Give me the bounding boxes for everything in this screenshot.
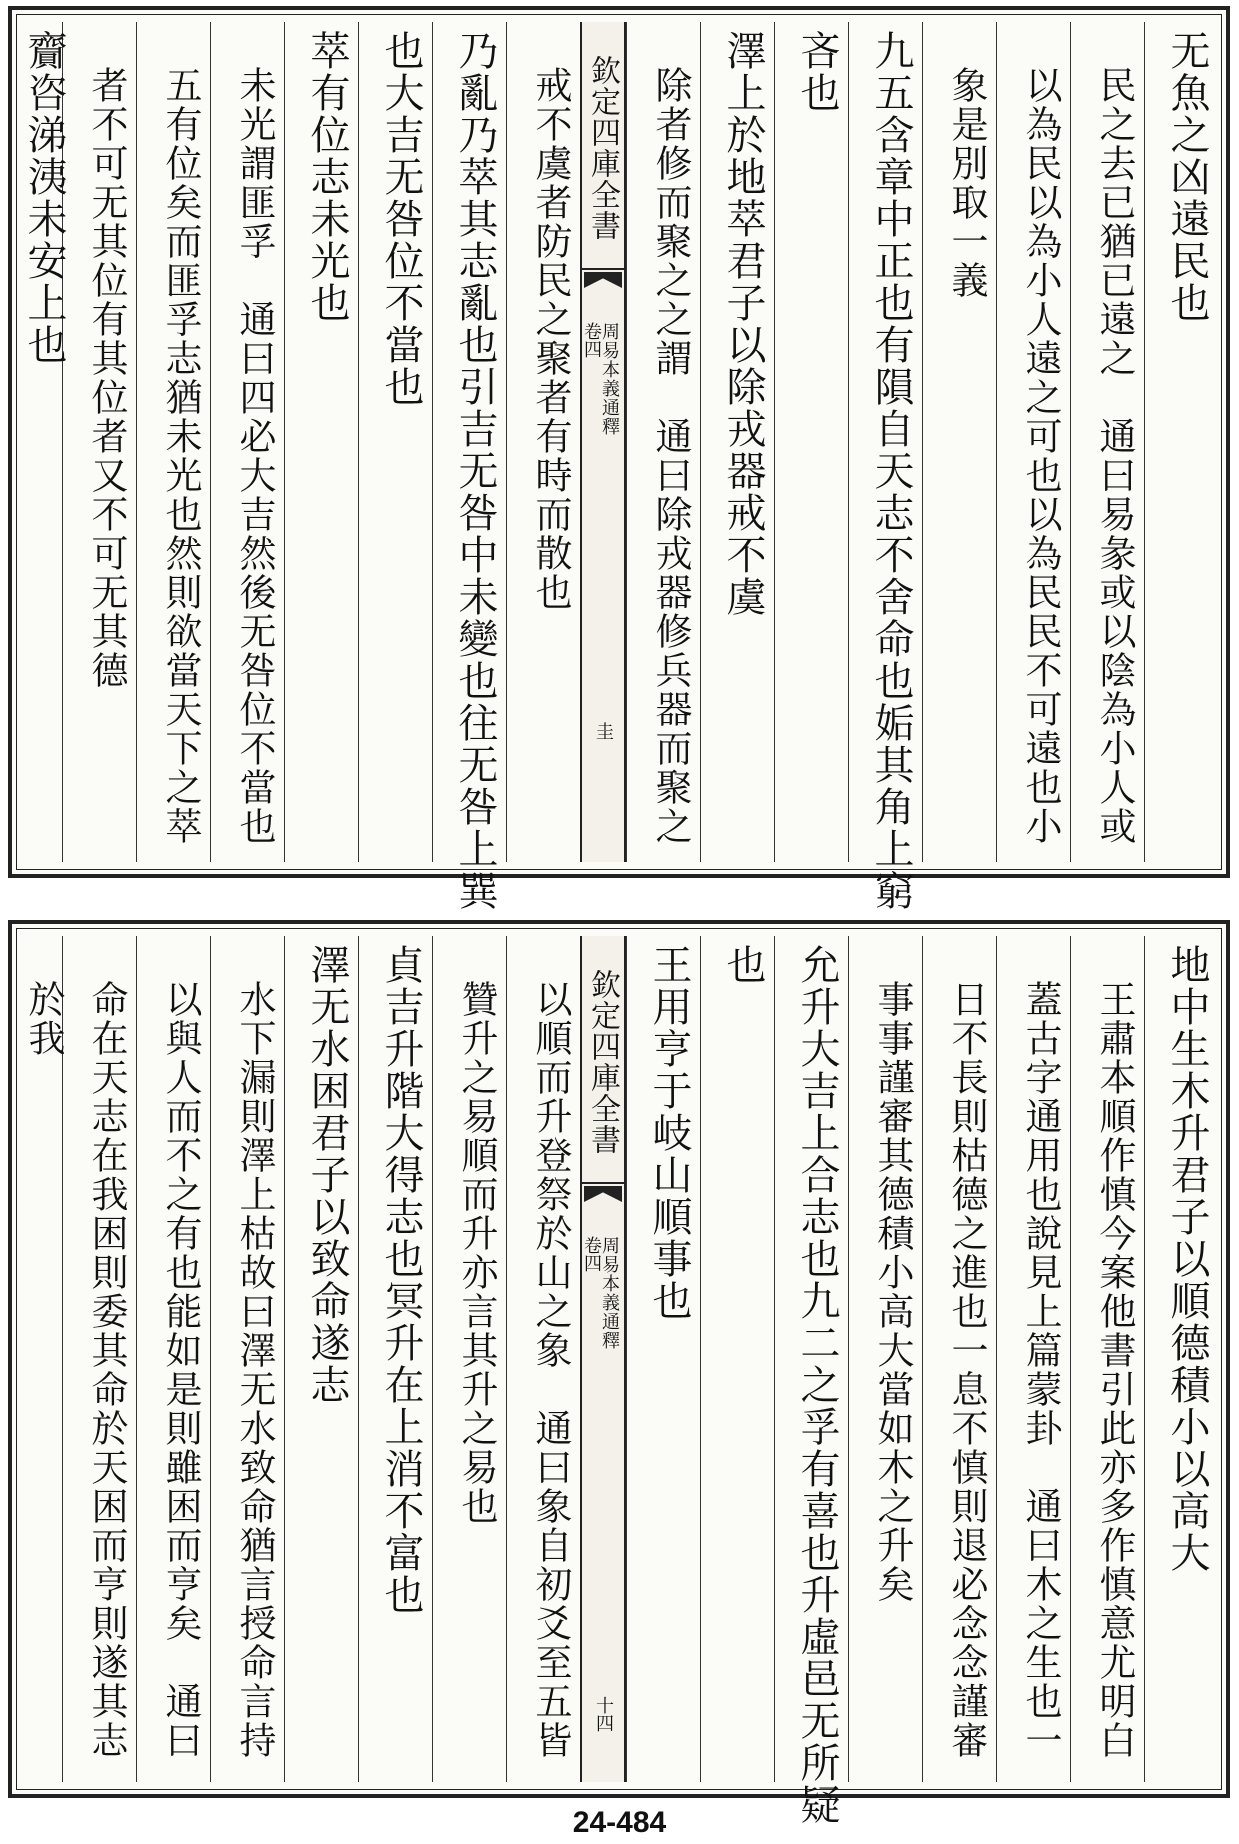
column-text: 貞吉升階大得志也冥升在上消不富也 [378,944,424,1616]
text-column [922,22,996,862]
text-column [136,936,210,1782]
text-column [136,22,210,862]
text-column [62,936,136,1782]
column-text: 者不可无其位有其位者又不可无其德 [85,66,128,690]
column-text: 齎咨涕洟未安上也 [21,30,67,366]
collection-title: 欽定四庫全書 [582,942,624,1184]
column-text: 也大吉无咎位不當也 [378,30,424,408]
text-column [432,936,506,1782]
collection-title: 欽定四庫全書 [582,28,624,270]
column-text: 澤上於地萃君子以除戎器戒不虞 [720,30,766,618]
text-column [210,936,284,1782]
column-text: 民之去已猶已遠之 通曰易彖或以陰為小人或 [1093,66,1136,846]
column-text: 事事謹審其德積小高大當如木之升矣 [871,980,914,1604]
text-column [922,936,996,1782]
top-page-block [8,6,1230,912]
text-column [700,936,774,1782]
text-column [700,22,774,862]
column-text: 水下漏則澤上枯故曰澤无水致命猶言授命言持 [233,980,276,1760]
page-number: 圭 [593,722,614,740]
text-column [848,22,922,912]
text-column [506,22,580,862]
text-column [506,936,580,1782]
page-number: 十四 [593,1696,614,1732]
column-text: 王肅本順作慎今案他書引此亦多作慎意尤明白 [1093,980,1136,1760]
text-column [1144,22,1216,862]
column-text: 象是別取一義 [945,66,988,300]
text-column [62,22,136,862]
column-text: 以順而升登祭於山之象 通曰象自初爻至五皆 [529,980,572,1760]
text-column [1144,936,1216,1782]
text-column [848,936,922,1782]
column-text: 也 [720,944,766,986]
volume-label: 卷四 [581,1236,602,1272]
text-column [358,22,432,862]
column-text: 萃有位志未光也 [304,30,350,324]
text-column [996,22,1070,862]
column-text: 乃亂乃萃其志亂也引吉无咎中未變也往无咎上巽 [452,30,498,912]
column-text: 蓋古字通用也說見上篇蒙卦 通曰木之生也一 [1019,980,1062,1760]
text-column [12,22,67,862]
text-column [432,22,506,912]
column-text: 日不長則枯德之進也一息不慎則退必念念謹審 [945,980,988,1760]
column-text: 吝也 [794,30,840,114]
column-text: 无魚之凶遠民也 [1164,30,1210,324]
text-column [774,936,848,1826]
text-column [996,936,1070,1782]
center-header-column [580,936,626,1782]
fishtail-mark [584,1186,622,1202]
column-text: 於我 [22,980,65,1058]
book-title: 周易本義通釋 [599,1236,620,1350]
text-column [358,936,432,1782]
column-text: 贊升之易順而升亦言其升之易也 [455,980,498,1526]
fishtail-mark [584,272,622,288]
column-text: 以為民以為小人遠之可也以為民民不可遠也小 [1019,66,1062,846]
column-text: 地中生木升君子以順德積小以高大 [1164,944,1210,1574]
text-column [12,936,65,1782]
column-text: 未光謂匪孚 通曰四必大吉然後无咎位不當也 [233,66,276,846]
volume-label: 卷四 [581,322,602,358]
column-text: 五有位矣而匪孚志猶未光也然則欲當天下之萃 [159,66,202,846]
text-column [210,22,284,862]
text-column [284,936,358,1782]
column-text: 王用亨于岐山順事也 [646,944,692,1322]
column-text: 允升大吉上合志也九二之孚有喜也升虛邑无所疑 [794,944,840,1826]
column-text: 以與人而不之有也能如是則雖困而亨矣 通曰 [159,980,202,1760]
text-column [626,22,700,862]
column-text: 命在天志在我困則委其命於天困而亨則遂其志 [85,980,128,1760]
column-text: 戒不虞者防民之聚者有時而散也 [529,66,572,612]
text-column [284,22,358,862]
text-column [1070,22,1144,862]
text-column [626,936,700,1782]
book-title: 周易本義通釋 [599,322,620,436]
text-column [1070,936,1144,1782]
text-column [774,22,848,862]
column-text: 九五含章中正也有隕自天志不舍命也姤其角上窮 [868,30,914,912]
scan-page-code: 24-484 [572,1806,667,1839]
center-header-column [580,22,626,862]
column-text: 澤无水困君子以致命遂志 [304,944,350,1406]
column-text: 除者修而聚之之謂 通曰除戎器修兵器而聚之 [649,66,692,846]
